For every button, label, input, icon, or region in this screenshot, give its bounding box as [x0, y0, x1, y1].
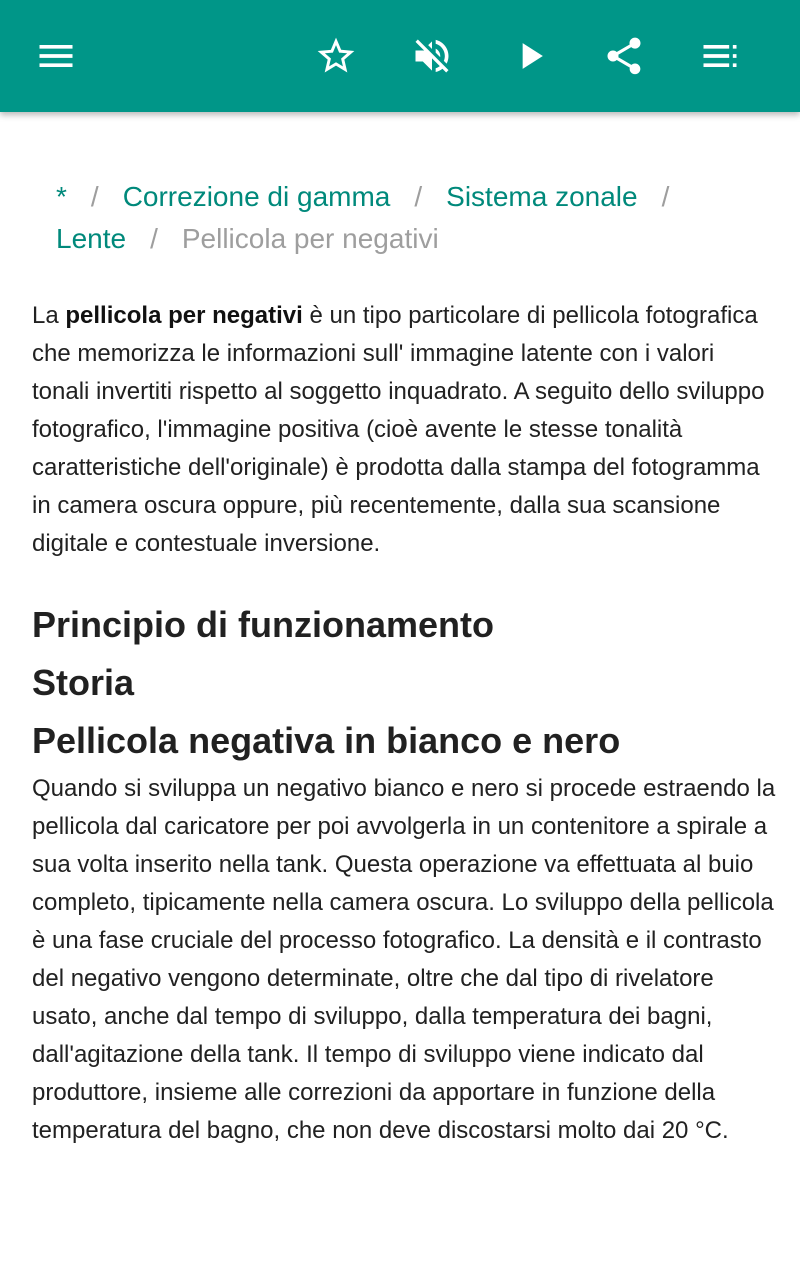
breadcrumb-separator: /	[661, 181, 670, 212]
app-toolbar	[0, 0, 800, 112]
breadcrumb	[56, 176, 776, 260]
play-icon	[508, 34, 552, 78]
section-paragraph: Quando si sviluppa un negativo bianco e nero si procede estraendo la pellicola dal caricatore per poi avvolgerla in un contenitore a spirale a sua volta inserito nella tank. Questa operazione va effettuata al buio completo, tipicamente nella camera oscura. Lo sviluppo della pellicola è una fase cruciale del processo fotografico. La densità e il contrasto del negativo vengono determinate, oltre che dal tipo di rivelatore usato, anche dal tempo di sviluppo, dalla temperatura dei bagni, dall'agitazione della tank. Il tempo di sviluppo viene indicato dal produttore, insieme alle correzioni da apportare in funzione della temperatura del bagno, che non deve discostarsi molto dai 20 °C.	[32, 775, 776, 1144]
article-content	[32, 297, 777, 1150]
breadcrumb-separator: /	[150, 223, 158, 254]
breadcrumb-separator: /	[90, 181, 99, 212]
breadcrumb-item-correzione-di-gamma[interactable]: Correzione di gamma	[122, 181, 391, 212]
playlist-icon	[698, 34, 742, 78]
breadcrumb-item-lente[interactable]: Lente	[56, 223, 127, 254]
share-button[interactable]	[596, 28, 652, 84]
intro-paragraph	[32, 297, 777, 563]
play-button[interactable]	[502, 28, 558, 84]
breadcrumb-item-current: Pellicola per negativi	[181, 223, 439, 254]
intro-bold-term: pellicola per negativi	[65, 302, 303, 329]
heading-principio-di-funzionamento[interactable]: Principio di funzionamento	[32, 604, 494, 645]
menu-button[interactable]	[28, 28, 84, 84]
star-outline-icon	[314, 34, 358, 78]
breadcrumb-item-sistema-zonale[interactable]: Sistema zonale	[446, 181, 638, 212]
share-icon	[602, 34, 646, 78]
intro-prefix: La	[32, 302, 66, 329]
menu-icon	[34, 34, 78, 78]
mute-button[interactable]	[404, 28, 460, 84]
heading-storia[interactable]: Storia	[32, 662, 135, 703]
bookmark-button[interactable]	[308, 28, 364, 84]
intro-text: è un tipo particolare di pellicola fotografica che memorizza le informazioni sull' immagine latente con i valori tonali invertiti rispetto al soggetto inquadrato. A seguito dello sviluppo fotografico, l'immagine positiva (cioè avente le stesse tonalità caratteristiche dell'originale) è prodotta dalla stampa del fotogramma in camera oscura oppure, più recentemente, dalla sua scansione digitale e contestuale inversione.	[32, 302, 765, 557]
volume-off-icon	[410, 34, 454, 78]
heading-pellicola-negativa-bianco-nero[interactable]: Pellicola negativa in bianco e nero	[32, 720, 621, 761]
breadcrumb-item-root[interactable]: *	[56, 181, 67, 212]
breadcrumb-separator: /	[414, 181, 423, 212]
table-of-contents-button[interactable]	[692, 28, 748, 84]
